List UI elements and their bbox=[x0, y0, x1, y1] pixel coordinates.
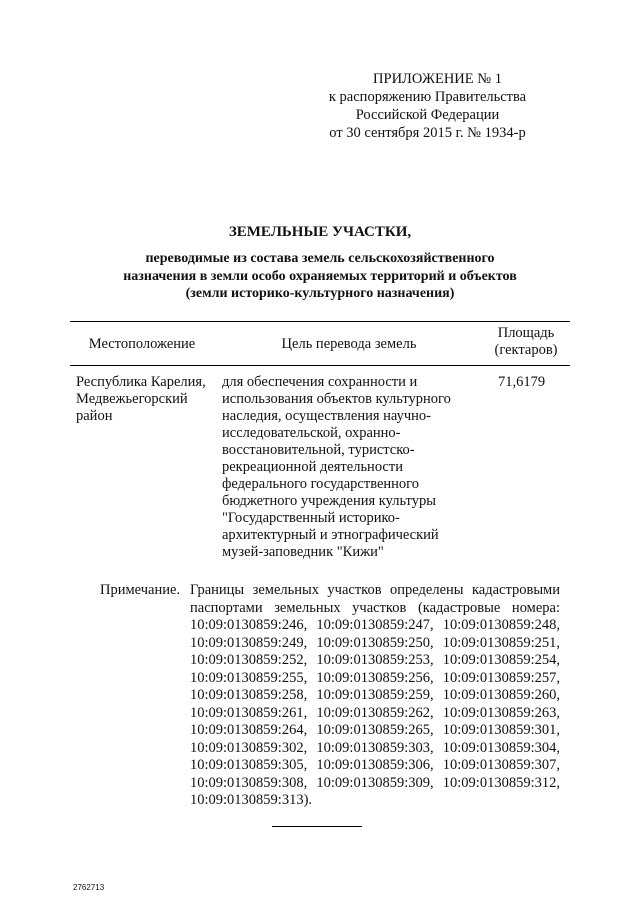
location-line: Республика Карелия, bbox=[76, 374, 206, 390]
subtitle-line-2: назначения в земли особо охраняемых территорий и объектов bbox=[123, 268, 517, 284]
header-area bbox=[486, 325, 566, 359]
purpose-line: федерального государственного bbox=[222, 476, 420, 492]
subtitle-line-1: переводимые из состава земель сельскохозяйственного bbox=[145, 251, 495, 266]
purpose-line: использования объектов культурного bbox=[222, 391, 451, 407]
table-header-rule bbox=[70, 365, 570, 366]
purpose-line: музей-заповедник "Кижи" bbox=[222, 544, 384, 560]
purpose-line: "Государственный историко- bbox=[222, 510, 400, 526]
location-line: район bbox=[76, 408, 113, 424]
purpose-line: восстановительной, туристско- bbox=[222, 442, 415, 458]
purpose-line: наследия, осуществления научно- bbox=[222, 408, 431, 424]
appendix-line-3: от 30 сентября 2015 г. № 1934-р bbox=[329, 125, 526, 141]
subtitle-line-3: (земли историко-культурного назначения) bbox=[185, 286, 455, 301]
document-number: 2762713 bbox=[73, 883, 105, 892]
note-label: Примечание. bbox=[100, 582, 181, 598]
appendix-line-2: Российской Федерации bbox=[355, 107, 500, 123]
location-line: Медвежьегорский bbox=[76, 391, 188, 407]
header-location: Местоположение bbox=[88, 336, 196, 352]
header-area-line-2: (гектаров) bbox=[494, 342, 558, 358]
table-top-rule bbox=[70, 321, 570, 322]
purpose-line: рекреационной деятельности bbox=[222, 459, 403, 475]
appendix-title: ПРИЛОЖЕНИЕ № 1 bbox=[373, 71, 502, 87]
purpose-line: для обеспечения сохранности и bbox=[222, 374, 418, 390]
row-purpose bbox=[222, 374, 482, 561]
document-subtitle bbox=[60, 250, 580, 303]
document-title: ЗЕМЕЛЬНЫЕ УЧАСТКИ, bbox=[228, 224, 412, 240]
purpose-line: бюджетного учреждения культуры bbox=[222, 493, 436, 509]
header-purpose: Цель перевода земель bbox=[281, 336, 417, 352]
appendix-line-1: к распоряжению Правительства bbox=[328, 89, 527, 105]
purpose-line: архитектурный и этнографический bbox=[222, 527, 439, 543]
note-text: Границы земельных участков определены кадастровыми паспортами земельных участков (кадастровые номера: 10:09:0130859:246, 10:09:0130859:247, 10:09:0130859:248, 10:09:0130859:249, 10:09:0130859:250, 10:09:0130859:251, 10:09:0130859:252, 10:09:0130859:253, 10:09:0130859:254, 10:09:0130859:255, 10:09:0130859:256, 10:09:0130859:257, 10:09:0130859:258, 10:09:0130859:259, 10:09:0130859:260, 10:09:0130859:261, 10:09:0130859:262, 10:09:0130859:263, 10:09:0130859:264, 10:09:0130859:265, 10:09:0130859:301, 10:09:0130859:302, 10:09:0130859:303, 10:09:0130859:304, 10:09:0130859:305, 10:09:0130859:306, 10:09:0130859:307, 10:09:0130859:308, 10:09:0130859:309, 10:09:0130859:312, 10:09:0130859:313). bbox=[190, 582, 560, 808]
row-location bbox=[76, 374, 216, 425]
end-separator-rule bbox=[272, 826, 362, 827]
header-area-line-1: Площадь bbox=[497, 325, 555, 341]
row-area: 71,6179 bbox=[498, 374, 546, 390]
purpose-line: исследовательской, охранно- bbox=[222, 425, 401, 441]
appendix-block bbox=[300, 70, 555, 142]
